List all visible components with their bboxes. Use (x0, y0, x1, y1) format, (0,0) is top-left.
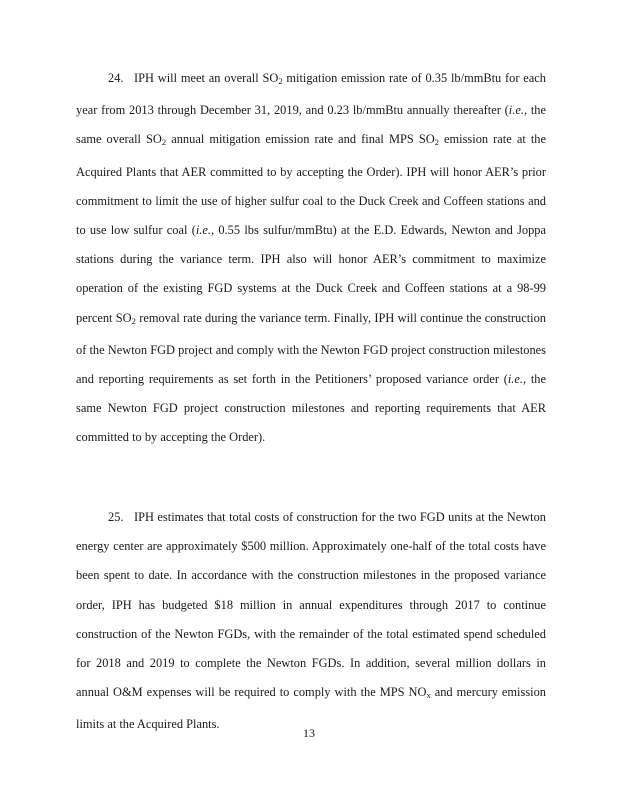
paragraph-25 (76, 503, 546, 740)
italic-abbreviation: i.e. (508, 103, 524, 118)
subscript: 2 (131, 315, 136, 326)
subscript: x (426, 690, 431, 701)
text-run: , 0.55 lbs sulfur/mmBtu) at the E.D. Edwards, Newton and Joppa stations during the variance term. IPH also will honor AER’s commitment to maximize operation of the existing FGD systems at the Duck Creek and Coffeen stations at a 98-99 percent SO (76, 223, 546, 325)
text-run: and mercury emission limits at the Acquired Plants. (76, 685, 546, 732)
paragraph-text (76, 71, 546, 444)
subscript: 2 (278, 76, 283, 86)
page-number: 13 (303, 726, 315, 740)
italic-abbreviation: i.e. (507, 372, 523, 387)
text-run: , the same Newton FGD project construction milestones and reporting requirements that AER committed to by accepting the Order). (76, 372, 546, 445)
text-run: IPH will meet an overall SO (134, 71, 279, 85)
text-run: mitigation emission rate of 0.35 lb/mmBtu for each year from 2013 through December 31, 2019, and 0.23 lb/mmBtu annually thereafter ( (76, 71, 547, 118)
italic-abbreviation: i.e. (195, 223, 211, 238)
paragraph-24 (76, 64, 546, 453)
paragraph-number: 24. (108, 71, 124, 85)
text-run: , the same overall SO (76, 103, 546, 147)
subscript: 2 (434, 137, 439, 148)
paragraph-text (76, 510, 546, 731)
text-run: IPH estimates that total costs of construction for the two FGD units at the Newton energy center are approximately $500 million. Approximately one-half of the total costs have been spent to date. In accordance with the construction milestones in the proposed variance order, IPH has budgeted $18 million in annual expenditures through 2017 to continue construction of the Newton FGDs, with the remainder of the total estimated spend scheduled for 2018 and 2019 to complete the Newton FGDs. In addition, several million dollars in annual O&M expenses will be required to comply with the MPS NO (76, 510, 546, 700)
text-run: emission rate at the Acquired Plants that AER committed to by accepting the Order). IPH will honor AER’s prior commitment to limit the use of higher sulfur coal to the Duck Creek and Coffeen stations and to use low sulfur coal ( (76, 132, 546, 238)
subscript: 2 (161, 137, 167, 148)
paragraph-number: 25. (108, 510, 124, 524)
text-run: annual mitigation emission rate and final MPS SO (166, 132, 435, 147)
text-run: removal rate during the variance term. Finally, IPH will continue the construction of the Newton FGD project and comply with the Newton FGD project construction milestones and reporting requirements as set forth in the Petitioners’ proposed variance order ( (76, 310, 546, 387)
